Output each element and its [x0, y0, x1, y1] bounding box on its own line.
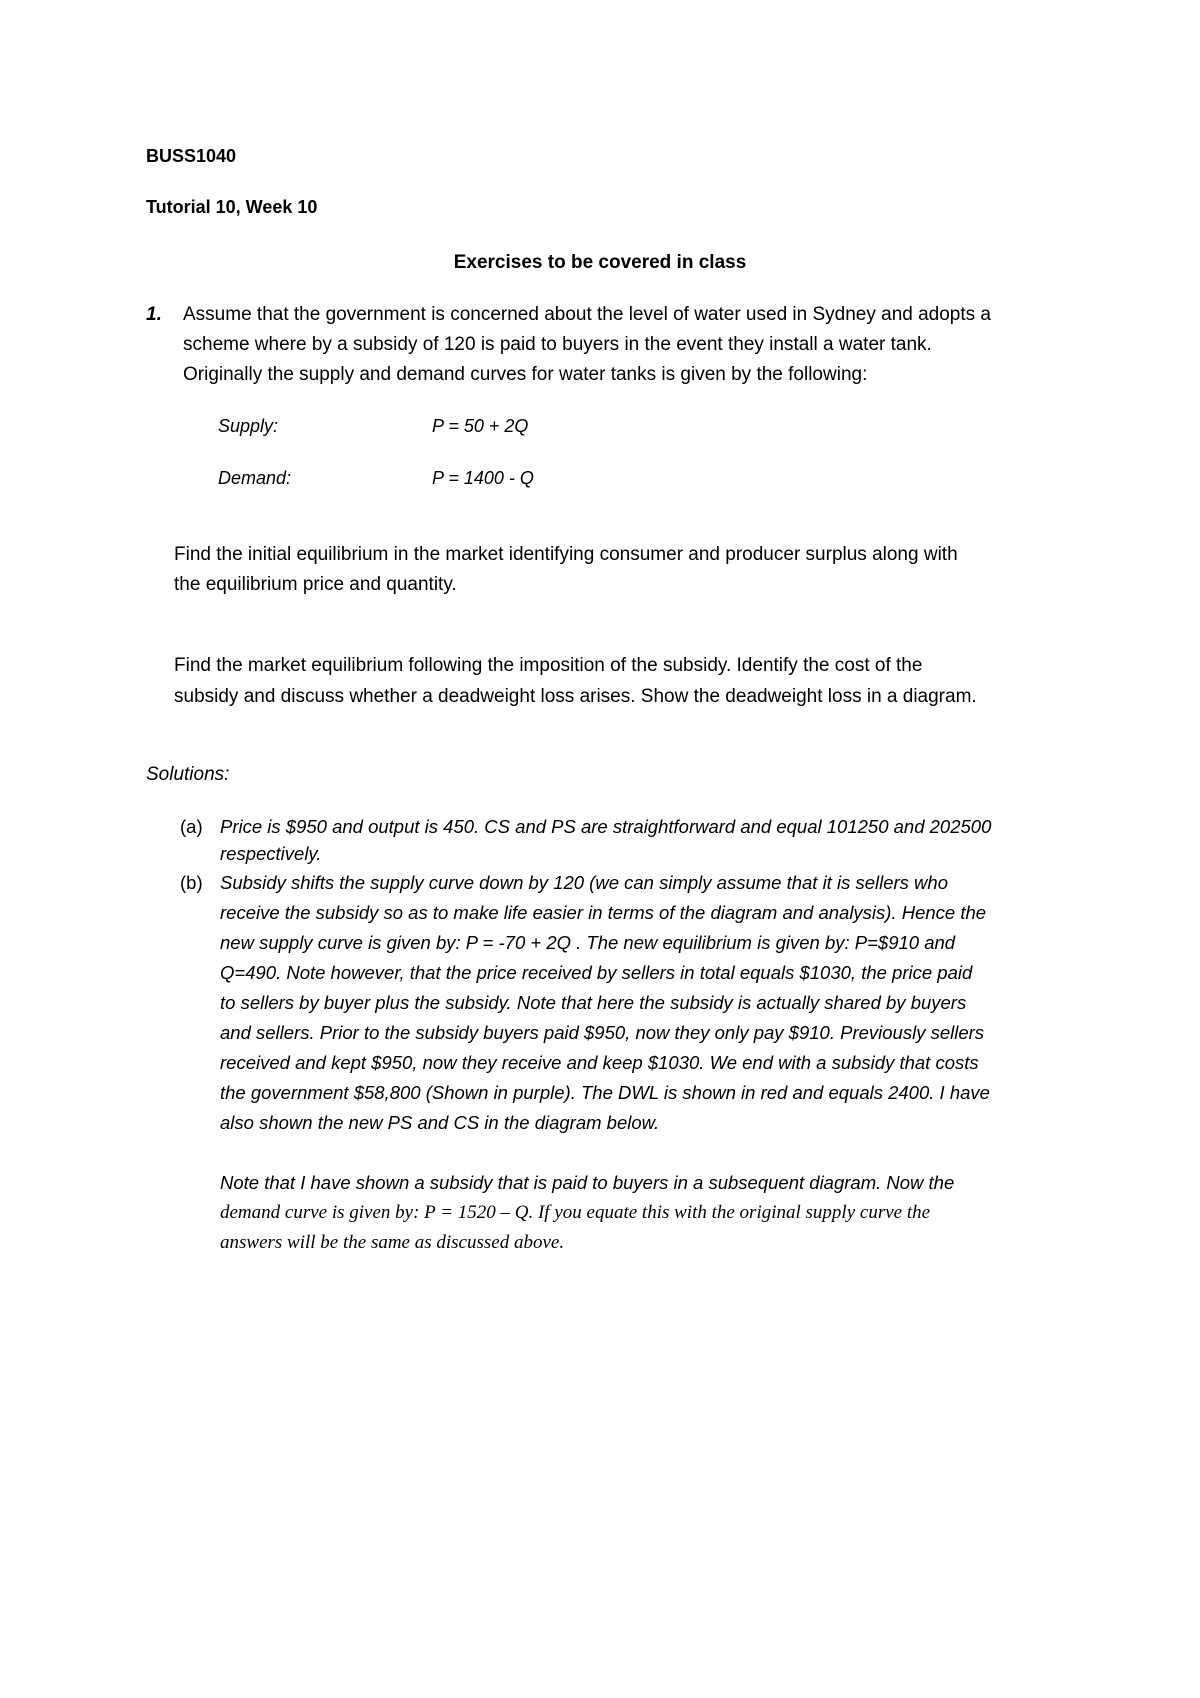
- solutions-heading: Solutions:: [146, 764, 230, 785]
- answer-b-line: Q=490. Note however, that the price received by sellers in total equals $1030, the price paid: [220, 962, 973, 983]
- answer-a-line: Price is $950 and output is 450. CS and PS are straightforward and equal 101250 and 202500: [220, 816, 992, 837]
- answer-b-line: to sellers by buyer plus the subsidy. Note that here the subsidy is actually shared by buyers: [220, 992, 967, 1013]
- answer-b-line: received and kept $950, now they receive and keep $1030. We end with a subsidy that costs: [220, 1052, 979, 1073]
- part-b-line: subsidy and discuss whether a deadweight loss arises. Show the deadweight loss in a diagram.: [174, 686, 977, 707]
- demand-label: Demand:: [218, 468, 292, 488]
- demand-equation: P = 1400 - Q: [432, 468, 534, 488]
- tutorial-title: Tutorial 10, Week 10: [146, 197, 318, 217]
- course-code: BUSS1040: [146, 146, 237, 166]
- part-b-line: Find the market equilibrium following the imposition of the subsidy. Identify the cost of the: [174, 655, 923, 676]
- answer-b-line: and sellers. Prior to the subsidy buyers paid $950, now they only pay $910. Previously sellers: [220, 1022, 985, 1043]
- part-a-line: the equilibrium price and quantity.: [174, 574, 457, 595]
- supply-equation: P = 50 + 2Q: [432, 416, 529, 436]
- answer-b-line: Subsidy shifts the supply curve down by 120 (we can simply assume that it is sellers who: [220, 872, 948, 893]
- question-line: Originally the supply and demand curves for water tanks is given by the following:: [183, 364, 868, 385]
- answer-b-label: (b): [180, 872, 203, 893]
- question-line: scheme where by a subsidy of 120 is paid to buyers in the event they install a water tank.: [183, 334, 932, 355]
- note-line: demand curve is given by: P = 1520 – Q. If you equate this with the original supply curve the: [220, 1202, 931, 1223]
- supply-label: Supply:: [218, 416, 279, 436]
- part-a-line: Find the initial equilibrium in the market identifying consumer and producer surplus along with: [174, 544, 958, 565]
- answer-b-line: new supply curve is given by: P = -70 + 2Q . The new equilibrium is given by: P=$910 and: [220, 932, 956, 953]
- answer-b-line: receive the subsidy so as to make life easier in terms of the diagram and analysis). Hence the: [220, 902, 987, 923]
- section-title: Exercises to be covered in class: [453, 252, 747, 273]
- answer-a-line: respectively.: [220, 843, 322, 864]
- question-line: Assume that the government is concerned about the level of water used in Sydney and adopts a: [183, 304, 992, 325]
- answer-b-line: also shown the new PS and CS in the diagram below.: [220, 1112, 660, 1133]
- answer-b-line: the government $58,800 (Shown in purple). The DWL is shown in red and equals 2400. I have: [220, 1082, 990, 1103]
- note-line: answers will be the same as discussed above.: [220, 1232, 565, 1253]
- question-number: 1.: [146, 304, 162, 325]
- answer-a-label: (a): [180, 816, 203, 837]
- note-line: Note that I have shown a subsidy that is paid to buyers in a subsequent diagram. Now the: [220, 1172, 955, 1193]
